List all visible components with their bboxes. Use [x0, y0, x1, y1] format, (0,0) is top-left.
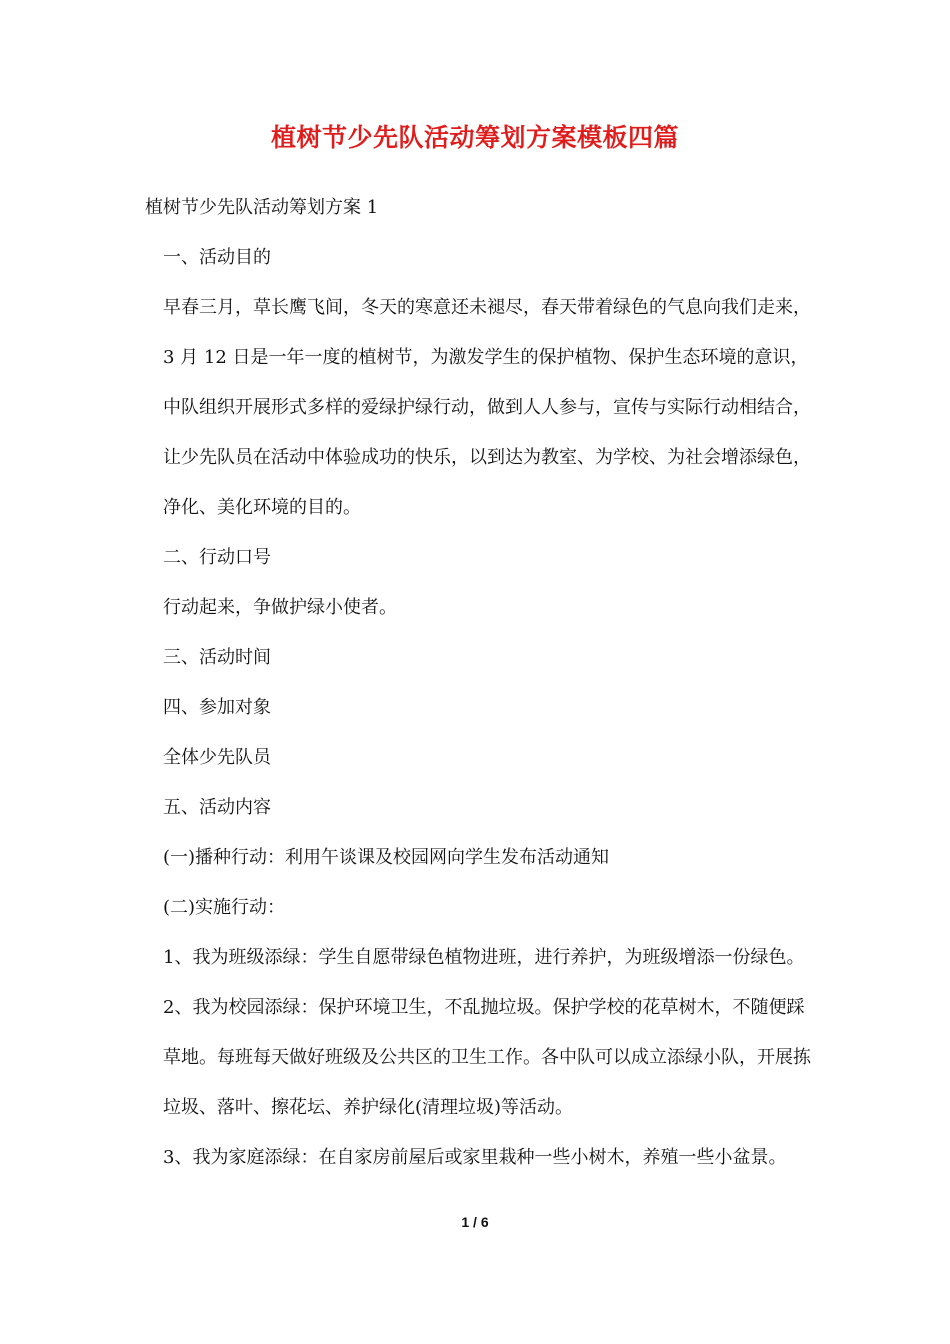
heading-slogan: 二、行动口号 — [163, 547, 271, 568]
document-title: 植树节少先队活动筹划方案模板四篇 — [270, 123, 679, 152]
paragraph-participants: 全体少先队员 — [163, 747, 271, 768]
heading-participants: 四、参加对象 — [163, 697, 271, 718]
list-item-class: 1、我为班级添绿：学生自愿带绿色植物进班，进行养护，为班级增添一份绿色。 — [163, 947, 805, 968]
paragraph-purpose: 早春三月，草长鹰飞间，冬天的寒意还未褪尽，春天带着绿色的气息向我们走来，3 月 12 日是一年一度的植树节，为激发学生的保护植物、保护生态环境的意识，中队组织开展形式多样的爱绿护绿行动，做到人人参与，宣传与实际行动相结合，让少先队员在活动中体验成功的快乐，以到达为教室、为学校、为社会增添绿色，净化、美化环境的目的。 — [163, 297, 811, 518]
document-body — [145, 183, 815, 1183]
heading-time: 三、活动时间 — [163, 647, 271, 668]
heading-content: 五、活动内容 — [163, 797, 271, 818]
paragraph-implementation: (二)实施行动： — [163, 897, 286, 918]
heading-purpose: 一、活动目的 — [163, 247, 271, 268]
paragraph-sowing: (一)播种行动：利用午谈课及校园网向学生发布活动通知 — [163, 847, 610, 868]
list-item-home: 3、我为家庭添绿：在自家房前屋后或家里栽种一些小树木，养殖一些小盆景。 — [163, 1147, 787, 1168]
page-indicator: 1 / 6 — [461, 1214, 489, 1230]
list-item-campus: 2、我为校园添绿：保护环境卫生，不乱抛垃圾。保护学校的花草树木，不随便踩草地。每班每天做好班级及公共区的卫生工作。各中队可以成立添绿小队，开展拣垃圾、落叶、擦花坛、养护绿化(清理垃圾)等活动。 — [163, 997, 811, 1118]
paragraph-slogan: 行动起来，争做护绿小使者。 — [163, 597, 397, 618]
section-subtitle: 植树节少先队活动筹划方案 1 — [145, 197, 379, 218]
